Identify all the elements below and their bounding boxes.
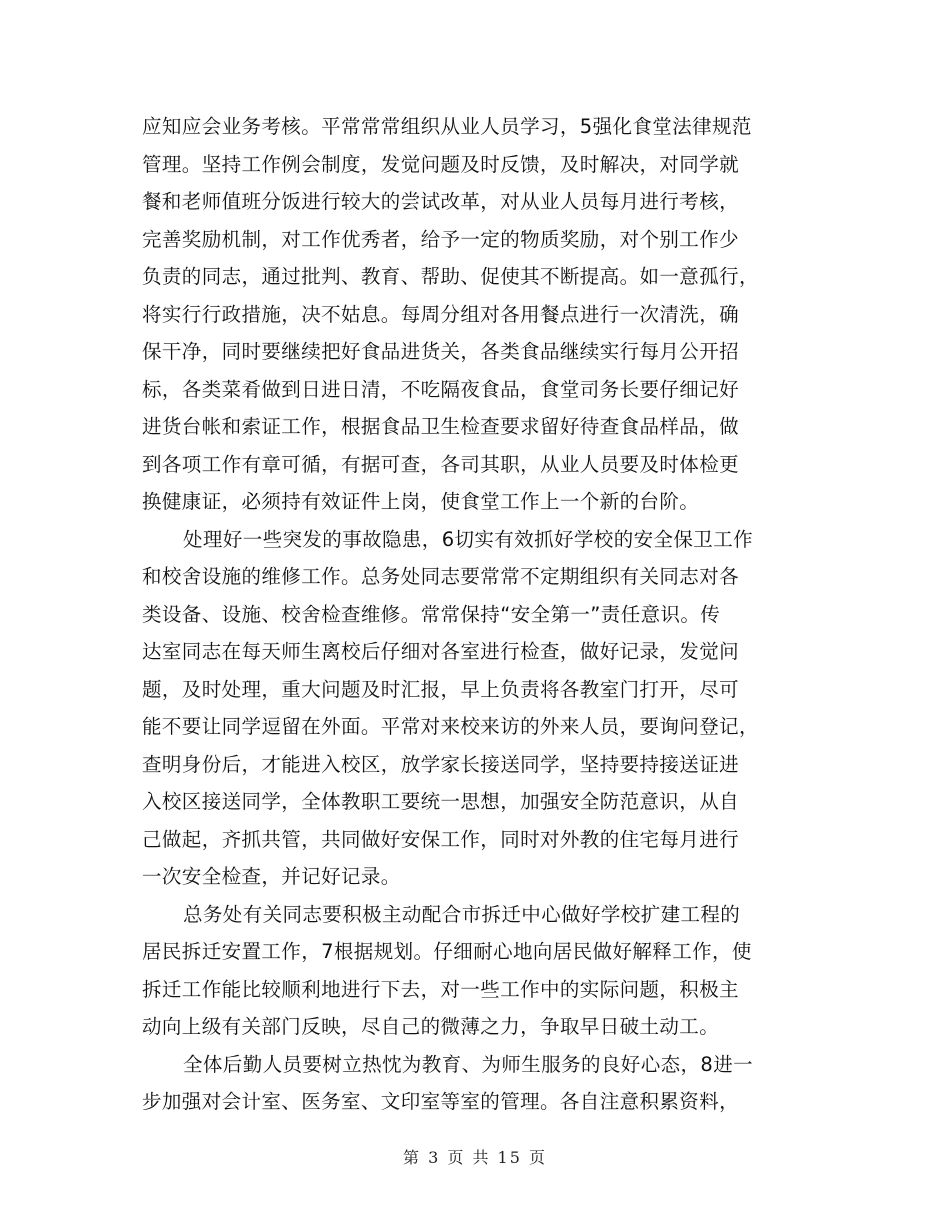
text-line: 到各项工作有章可循，有据可查，各司其职，从业人员要及时体检更 — [142, 452, 740, 476]
text-line: 入校区接送同学，全体教职工要统一思想，加强安全防范意识，从自 — [142, 790, 740, 813]
text-line: 一次安全检查，并记好记录。 — [142, 865, 401, 888]
text-line: 和校舍设施的维修工作。总务处同志要常常不定期组织有关同志对各 — [142, 565, 740, 588]
text-line: 达室同志在每天师生离校后仔细对各室进行检查，做好记录，发觉问 — [142, 640, 740, 663]
page-number-footer: 第 3 页 共 15 页 — [403, 1148, 547, 1167]
text-line: 保干净，同时要继续把好食品进货关，各类食品继续实行每月公开招 — [142, 340, 740, 363]
text-line: 完善奖励机制，对工作优秀者，给予一定的物质奖励，对个别工作少 — [142, 227, 740, 251]
paragraph-1 — [142, 108, 810, 521]
text-line: 应知应会业务考核。平常常常组织从业人员学习，5强化食堂法律规范 — [142, 115, 752, 138]
text-line: 己做起，齐抓共管，共同做好安保工作，同时对外教的住宅每月进行 — [142, 827, 740, 851]
text-line: 换健康证，必须持有效证件上岗，使食堂工作上一个新的台阶。 — [142, 490, 700, 513]
text-line: 查明身份后，才能进入校区，放学家长接送同学，坚持要持接送证进 — [142, 752, 740, 776]
text-line: 负责的同志，通过批判、教育、帮助、促使其不断提高。如一意孤行， — [142, 265, 759, 288]
text-line: 类设备、设施、校舍检查维修。常常保持“安全第一”责任意识。传 — [142, 602, 721, 626]
paragraph-3 — [142, 896, 810, 1046]
text-line: 步加强对会计室、医务室、文印室等室的管理。各自注意积累资料， — [142, 1090, 740, 1113]
document-body — [142, 108, 810, 1121]
text-line: 餐和老师值班分饭进行较大的尝试改革，对从业人员每月进行考核， — [142, 190, 740, 213]
paragraph-2 — [142, 521, 810, 896]
text-line: 能不要让同学逗留在外面。平常对来校来访的外来人员，要询问登记， — [142, 715, 759, 738]
text-line: 题，及时处理，重大问题及时汇报，早上负责将各教室门打开，尽可 — [142, 677, 740, 701]
text-line: 拆迁工作能比较顺利地进行下去，对一些工作中的实际问题，积极主 — [142, 977, 740, 1001]
text-line: 管理。坚持工作例会制度，发觉问题及时反馈，及时解决，对同学就 — [142, 152, 740, 176]
text-line: 居民拆迁安置工作，7根据规划。仔细耐心地向居民做好解释工作，使 — [142, 940, 752, 963]
text-line: 将实行行政措施，决不姑息。每周分组对各用餐点进行一次清洗，确 — [142, 302, 740, 326]
text-line: 标，各类菜肴做到日进日清，不吃隔夜食品，食堂司务长要仔细记好 — [142, 377, 740, 401]
text-line: 进货台帐和索证工作，根据食品卫生检查要求留好待查食品样品，做 — [142, 415, 740, 438]
paragraph-4 — [142, 1046, 810, 1121]
text-line: 动向上级有关部门反映，尽自己的微薄之力，争取早日破土动工。 — [142, 1015, 720, 1038]
text-line-first: 全体后勤人员要树立热忱为教育、为师生服务的良好心态，8进一 — [183, 1052, 754, 1076]
text-line-first: 总务处有关同志要积极主动配合市拆迁中心做好学校扩建工程的 — [183, 902, 741, 926]
text-line-first: 处理好一些突发的事故隐患，6切实有效抓好学校的安全保卫工作 — [183, 527, 754, 551]
